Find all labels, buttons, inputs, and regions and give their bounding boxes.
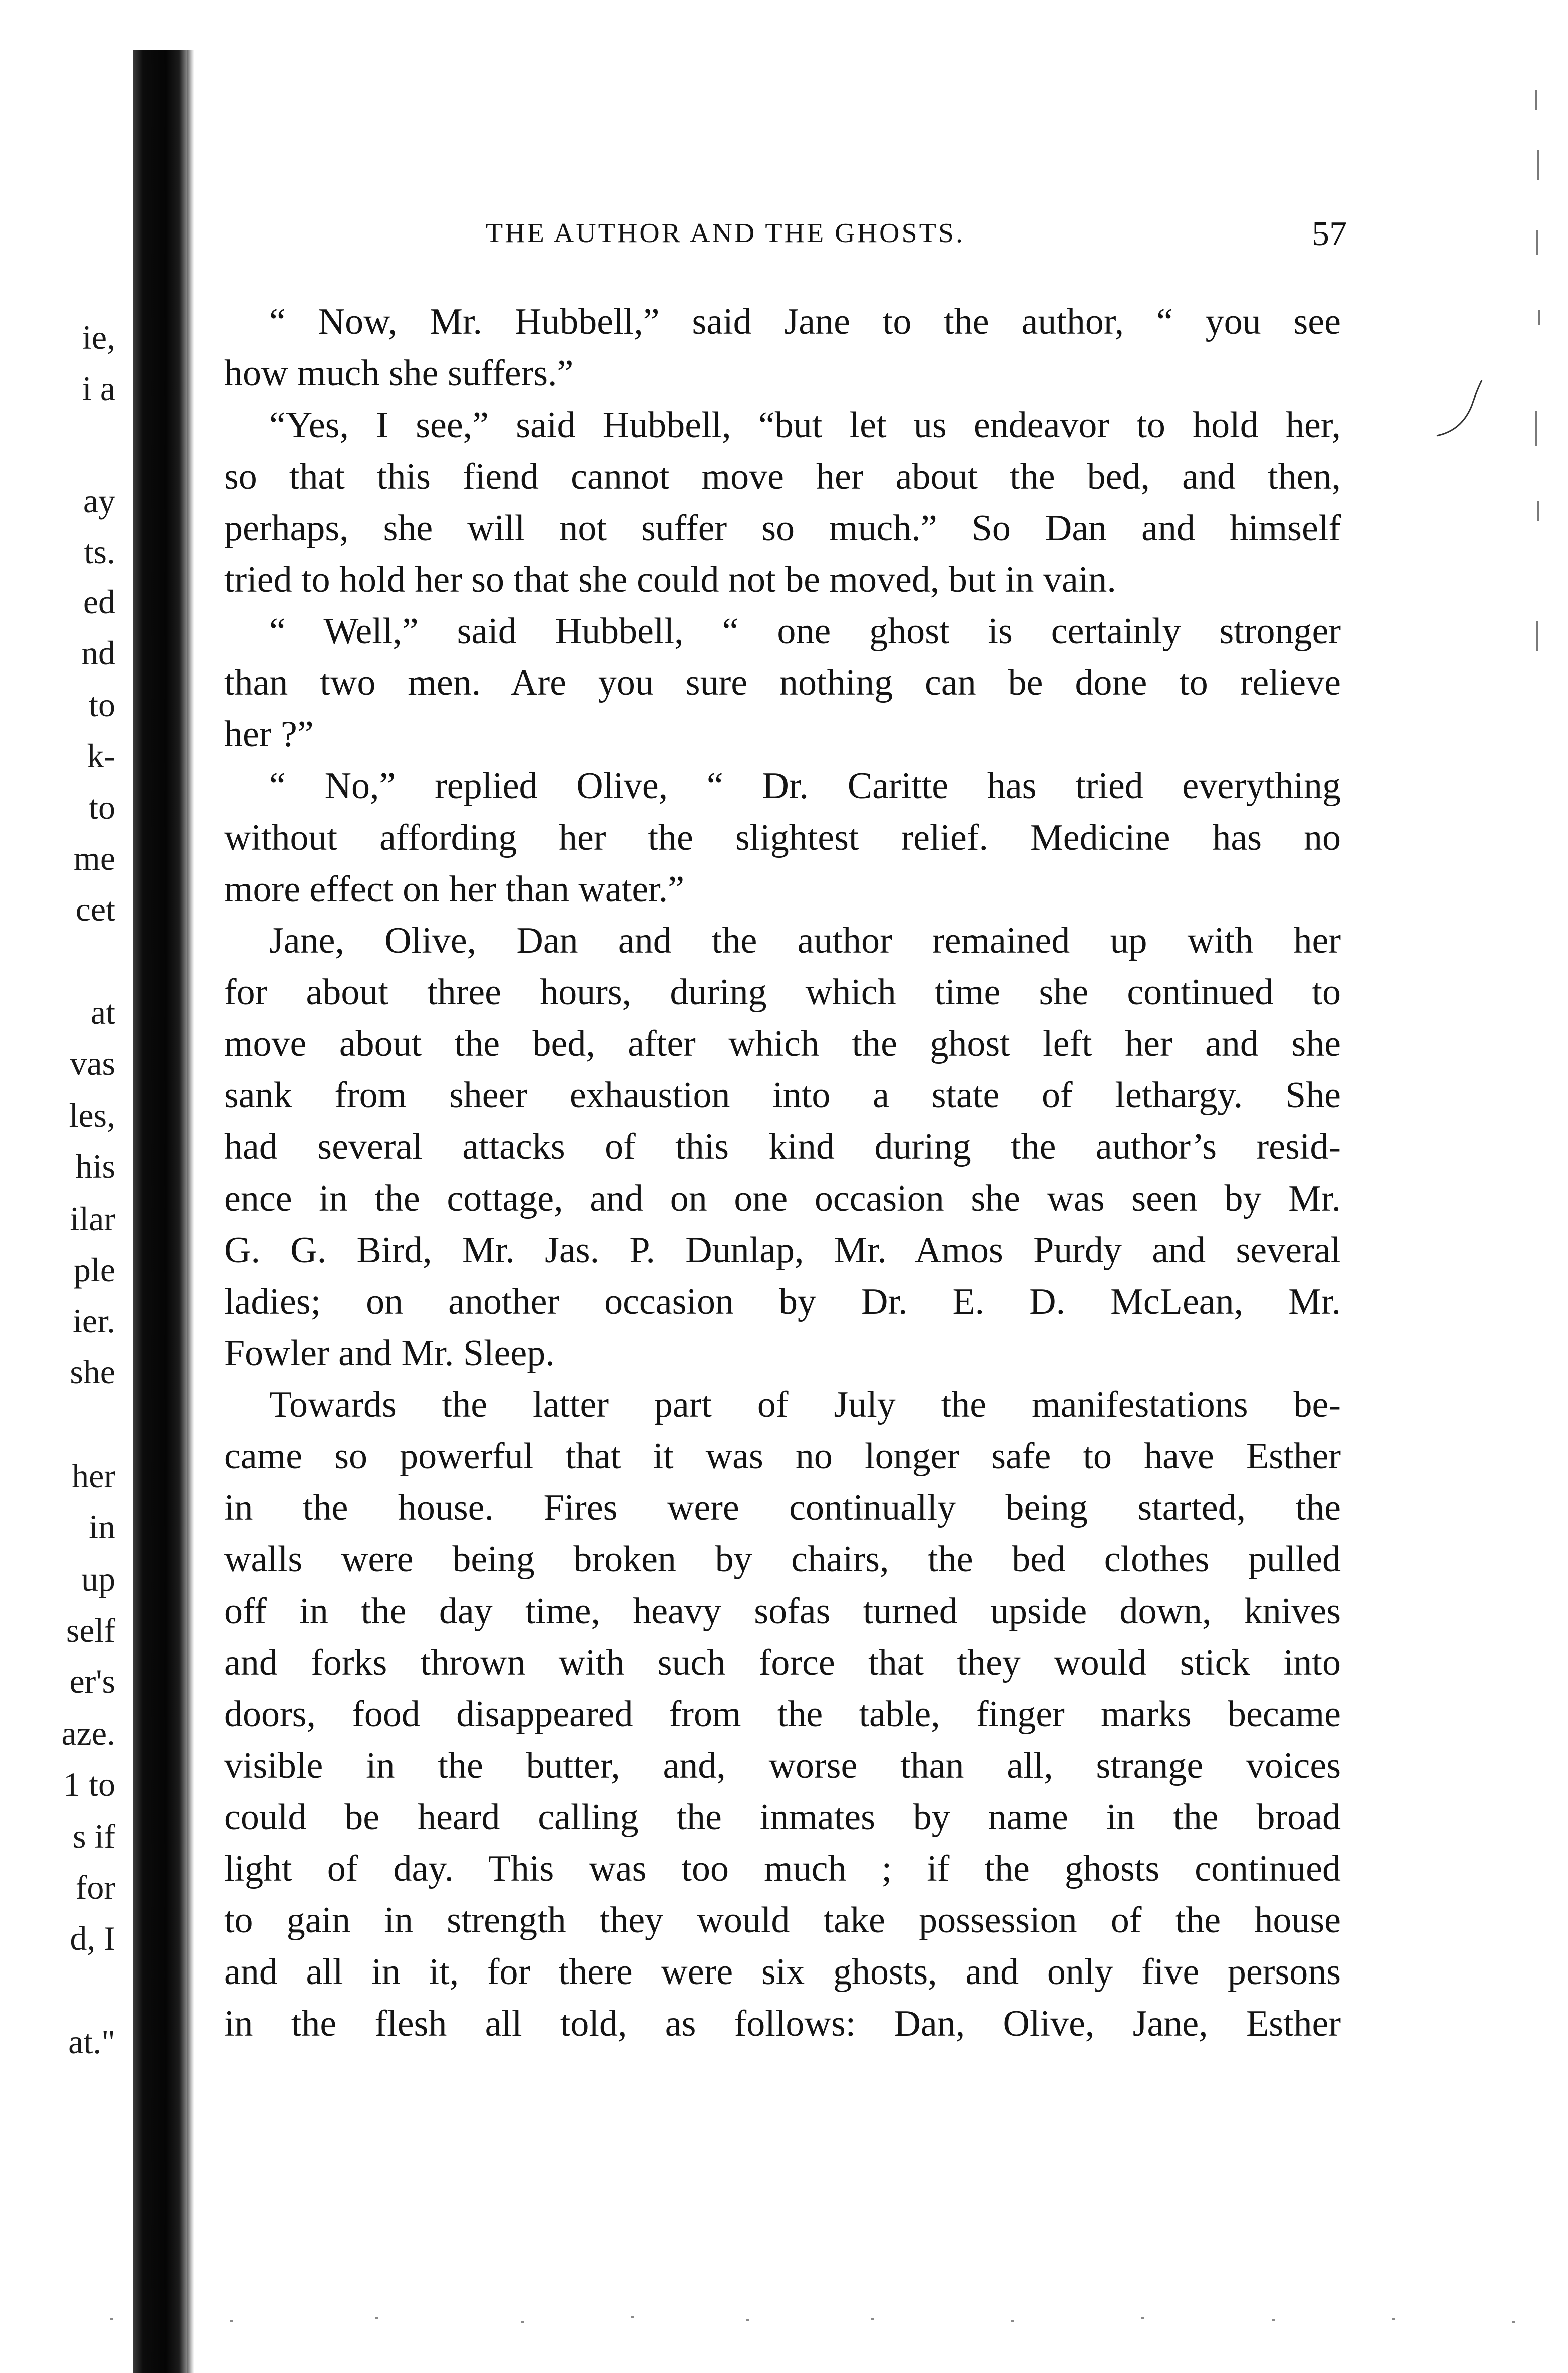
text-line: light of day. This was too much ; if the ghosts continued bbox=[224, 1848, 1341, 1889]
facing-page-fragment: me bbox=[73, 839, 115, 877]
facing-page-fragment: his bbox=[75, 1147, 115, 1185]
facing-page-fragment: i a bbox=[82, 369, 115, 408]
text-line: more effect on her than water.” bbox=[224, 869, 685, 910]
text-line: in the house. Fires were continually being started, the bbox=[224, 1487, 1341, 1528]
text-line: Jane, Olive, Dan and the author remained up with her bbox=[269, 920, 1341, 961]
text-line: to gain in strength they would take possession of the house bbox=[224, 1900, 1341, 1941]
facing-page-fragment: d, I bbox=[70, 1919, 115, 1957]
facing-page-fragment: cet bbox=[75, 890, 115, 928]
facing-page-fragment: 1 to bbox=[63, 1765, 115, 1803]
facing-page-fragments bbox=[0, 0, 120, 2373]
pencil-mark bbox=[1432, 375, 1487, 446]
text-line: came so powerful that it was no longer safe to have Esther bbox=[224, 1436, 1341, 1477]
facing-page-fragment: to bbox=[89, 686, 115, 724]
facing-page-fragment: ilar bbox=[70, 1200, 115, 1238]
text-line: for about three hours, during which time she continued to bbox=[224, 972, 1341, 1013]
text-line: than two men. Are you sure nothing can be done to relieve bbox=[224, 662, 1341, 703]
facing-page-fragment: les, bbox=[69, 1096, 115, 1134]
text-line: “Yes, I see,” said Hubbell, “but let us endeavor to hold her, bbox=[269, 405, 1341, 446]
running-title: THE AUTHOR AND THE GHOSTS. bbox=[486, 218, 965, 249]
facing-page-fragment: ed bbox=[83, 583, 115, 621]
text-line: “ No,” replied Olive, “ Dr. Caritte has tried everything bbox=[269, 765, 1341, 807]
facing-page-fragment: for bbox=[75, 1868, 115, 1906]
text-line: without affording her the slightest relief. Medicine has no bbox=[224, 817, 1341, 858]
text-line: ence in the cottage, and on one occasion she was seen by Mr. bbox=[224, 1178, 1341, 1219]
gutter-edge-shadow bbox=[187, 50, 194, 2373]
facing-page-fragment: in bbox=[89, 1508, 115, 1546]
facing-page-fragment: ts. bbox=[84, 533, 115, 571]
facing-page-fragment: s if bbox=[73, 1817, 115, 1855]
facing-page-fragment: she bbox=[70, 1353, 115, 1391]
facing-page-fragment: ay bbox=[83, 482, 115, 520]
text-line: off in the day time, heavy sofas turned upside down, knives bbox=[224, 1591, 1341, 1632]
facing-page-fragment: at bbox=[90, 993, 115, 1031]
facing-page-fragment: aze. bbox=[61, 1714, 115, 1752]
page-number: 57 bbox=[1312, 215, 1347, 253]
facing-page-fragment: self bbox=[66, 1611, 115, 1649]
facing-page-fragment: ie, bbox=[82, 318, 115, 356]
text-line: perhaps, she will not suffer so much.” So Dan and himself bbox=[224, 508, 1341, 549]
text-line: visible in the butter, and, worse than all, strange voices bbox=[224, 1745, 1341, 1786]
text-line: G. G. Bird, Mr. Jas. P. Dunlap, Mr. Amos Purdy and several bbox=[224, 1230, 1341, 1271]
text-line: so that this fiend cannot move her about the bed, and then, bbox=[224, 456, 1341, 497]
facing-page-fragment: her bbox=[72, 1457, 115, 1495]
facing-page-fragment: up bbox=[81, 1560, 115, 1598]
facing-page-fragment: to bbox=[89, 788, 115, 826]
text-line: could be heard calling the inmates by name in the broad bbox=[224, 1797, 1341, 1838]
text-line: how much she suffers.” bbox=[224, 353, 574, 394]
text-line: ladies; on another occasion by Dr. E. D. McLean, Mr. bbox=[224, 1281, 1341, 1322]
facing-page-fragment: k- bbox=[87, 737, 115, 775]
facing-page-fragment: nd bbox=[81, 634, 115, 672]
text-line: her ?” bbox=[224, 714, 314, 755]
running-head bbox=[230, 217, 1347, 257]
text-line: had several attacks of this kind during the author’s resid- bbox=[224, 1126, 1341, 1167]
text-line: doors, food disappeared from the table, finger marks became bbox=[224, 1694, 1341, 1735]
text-line: Towards the latter part of July the manifestations be- bbox=[269, 1384, 1341, 1425]
text-line: walls were being broken by chairs, the bed clothes pulled bbox=[224, 1539, 1341, 1580]
text-line: “ Well,” said Hubbell, “ one ghost is certainly stronger bbox=[269, 611, 1341, 652]
text-line: and forks thrown with such force that they would stick into bbox=[224, 1642, 1341, 1683]
facing-page-fragment: er's bbox=[69, 1662, 115, 1700]
text-line: in the flesh all told, as follows: Dan, Olive, Jane, Esther bbox=[224, 2003, 1341, 2044]
facing-page-fragment: vas bbox=[70, 1044, 115, 1082]
bottom-scan-noise bbox=[70, 2313, 1567, 2328]
binding-gutter bbox=[133, 50, 187, 2373]
text-line: “ Now, Mr. Hubbell,” said Jane to the author, “ you see bbox=[269, 301, 1341, 342]
body-text bbox=[224, 296, 1341, 2050]
text-line: Fowler and Mr. Sleep. bbox=[224, 1333, 555, 1374]
facing-page-fragment: ple bbox=[73, 1251, 115, 1289]
text-line: move about the bed, after which the ghost left her and she bbox=[224, 1023, 1341, 1064]
facing-page-fragment: at." bbox=[68, 2023, 115, 2061]
text-line: and all in it, for there were six ghosts, and only five persons bbox=[224, 1951, 1341, 1993]
text-line: tried to hold her so that she could not be moved, but in vain. bbox=[224, 559, 1116, 600]
facing-page-fragment: ier. bbox=[73, 1302, 115, 1340]
text-line: sank from sheer exhaustion into a state of lethargy. She bbox=[224, 1075, 1341, 1116]
